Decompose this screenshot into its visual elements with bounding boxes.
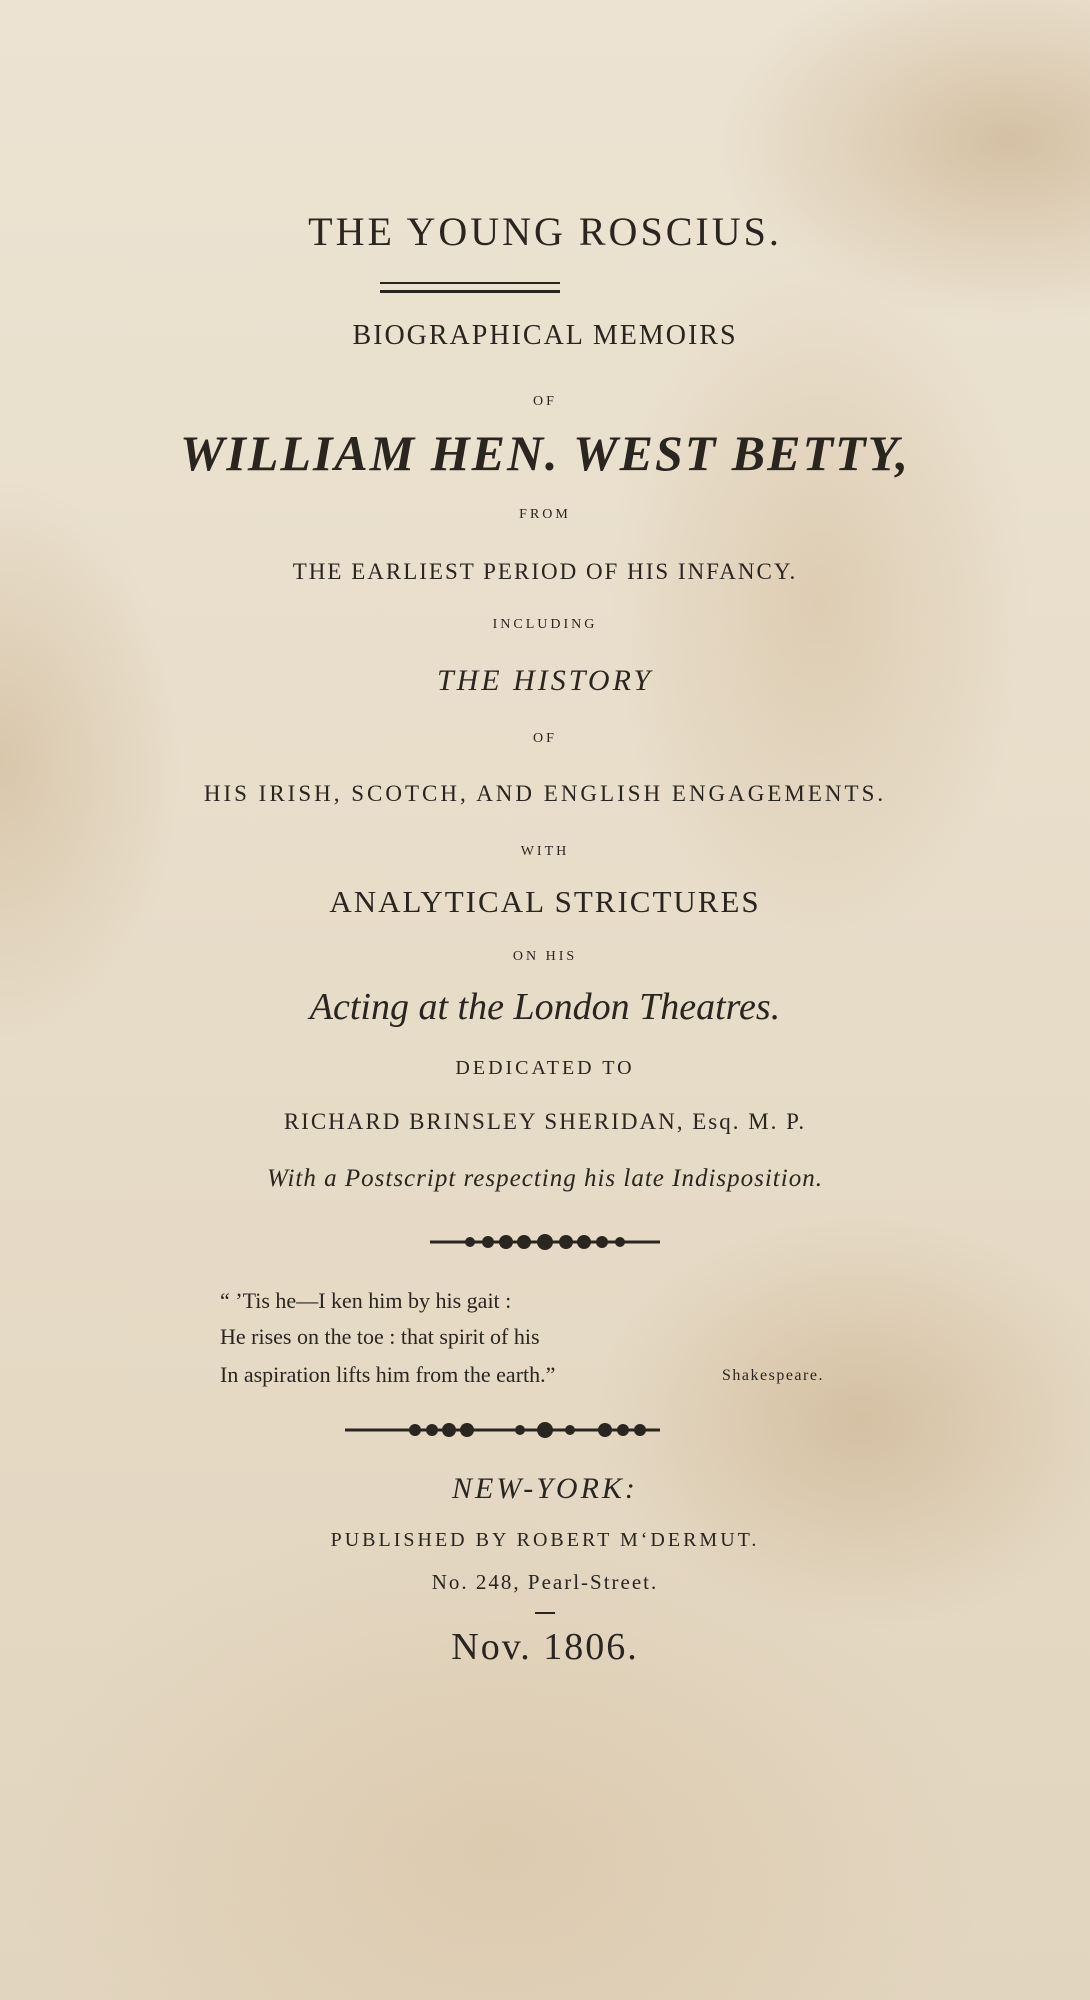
subtitle: BIOGRAPHICAL MEMOIRS <box>352 320 738 351</box>
postscript: With a Postscript respecting his late Indisposition. <box>267 1165 823 1192</box>
title-rule <box>380 282 560 293</box>
earliest-period: THE EARLIEST PERIOD OF HIS INFANCY. <box>292 559 798 584</box>
connector-from: FROM <box>519 507 571 522</box>
dedicated-to: DEDICATED TO <box>455 1057 635 1079</box>
connector-including: INCLUDING <box>492 617 598 632</box>
imprint-address: No. 248, Pearl-Street. <box>431 1570 659 1594</box>
epigraph-line-2: He rises on the toe : that spirit of his <box>220 1324 540 1349</box>
strictures-heading: ANALYTICAL STRICTURES <box>329 884 761 919</box>
connector-with: WITH <box>520 844 570 859</box>
imprint-publisher: PUBLISHED BY ROBERT M‘DERMUT. <box>330 1529 760 1551</box>
ornament-divider-1 <box>0 1232 1090 1252</box>
dedicatee: RICHARD BRINSLEY SHERIDAN, Esq. M. P. <box>283 1109 807 1134</box>
connector-of-2: OF <box>533 731 557 746</box>
subject-name: WILLIAM HEN. WEST BETTY, <box>179 425 911 481</box>
connector-on-his: ON HIS <box>512 949 578 964</box>
date-rule <box>535 1612 555 1614</box>
imprint-place: NEW-YORK: <box>452 1472 638 1505</box>
epigraph-attribution: Shakespeare. <box>722 1367 824 1384</box>
ornament-divider-2 <box>0 1420 1090 1440</box>
epigraph-line-1: “ ’Tis he—I ken him by his gait : <box>220 1288 512 1313</box>
acting-heading: Acting at the London Theatres. <box>309 986 781 1028</box>
connector-of-1: OF <box>533 394 557 409</box>
book-title: THE YOUNG ROSCIUS. <box>308 209 782 254</box>
imprint-date: Nov. 1806. <box>451 1626 639 1668</box>
engagements: HIS IRISH, SCOTCH, AND ENGLISH ENGAGEMENTS. <box>203 781 887 806</box>
epigraph-line-3: In aspiration lifts him from the earth.” <box>220 1362 556 1387</box>
history-heading: THE HISTORY <box>436 664 654 697</box>
